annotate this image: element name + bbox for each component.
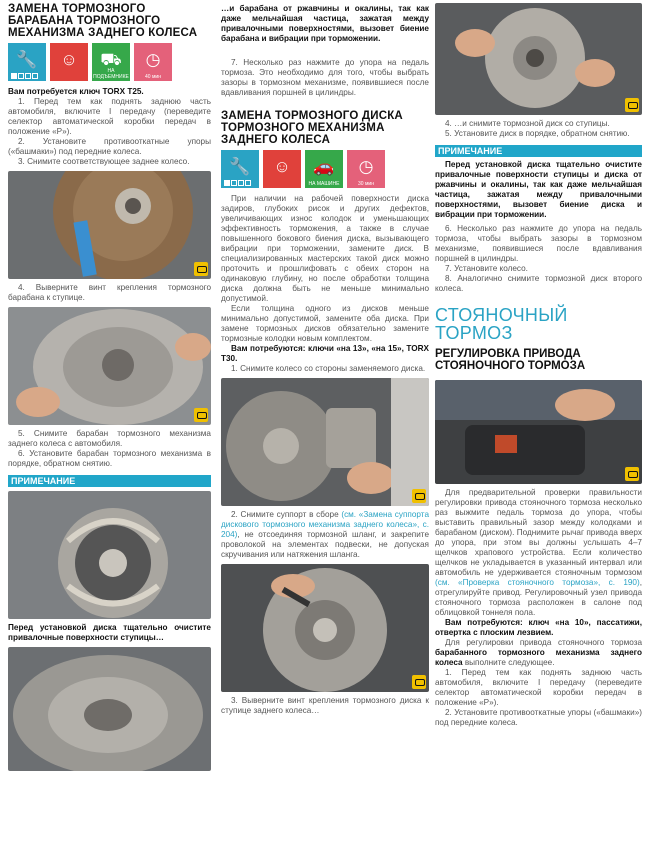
parking-intro: Для предварительной проверки правильности регулировки привода стояночного тормоза несколько раз выжмите педаль тормоза до упора, чтобы выставить правильный зазор между колодками и барабаном (диском). Поднимите рычаг привода вверх до упора, при этом вы должны услышать 4–7 щелчков храпового устройства. Если количество щелчков не укладывается в указанный интервал или автомобиль не удерживается стояночным тормозом (см. «Проверка стояночного тормоза», с. 190), отрегулируйте привод. Регулировочный узел привода стояночного тормоза расположен в салоне под облицовкой тоннеля пола. [435, 488, 642, 617]
photo-drum-removal [8, 307, 211, 425]
tool-badge-icon [412, 675, 426, 689]
column-right [435, 0, 642, 728]
parking-check-reference-link[interactable]: (см. «Проверка стояночного тормоза», с. 190) [435, 578, 640, 587]
step-4: 4. Выверните винт крепления тормозного барабана к ступице. [8, 283, 211, 302]
note-text: Перед установкой диска тщательно очистите привалочные поверхности ступицы… [8, 623, 211, 642]
photo-drum-clean [8, 647, 211, 771]
step-1: 1. Снимите колесо со стороны заменяемого диска. [231, 364, 426, 373]
adjust-intro: Для регулировки привода стояночного тормоза барабанного тормозного механизма заднего колеса выполните следующее. [435, 638, 642, 667]
person-icon: ☺ [263, 150, 301, 188]
photo-drum-hub [8, 171, 211, 279]
tool-badge-icon [194, 262, 208, 276]
timer-icon: ◷ 30 мин [347, 150, 385, 188]
step-3: 3. Выверните винт крепления тормозного диска к ступице заднего колеса… [221, 696, 429, 715]
drum-cleaning-note-cont: …и барабана от ржавчины и окалины, так как даже мельчайшая частица, зажатая между привалочными поверхностями, вызовет биение барабана и вибрации при торможении. [221, 4, 429, 43]
icon-row-disc [221, 150, 429, 188]
step-4: 4. …и снимите тормозной диск со ступицы. [445, 119, 610, 128]
column-left [8, 0, 211, 775]
step-7: 7. Несколько раз нажмите до упора на педаль тормоза. Это необходимо для того, чтобы выбрать зазоры в тормозном механизме, появившиеся после вдавливания поршней в цилиндры. [221, 58, 429, 97]
step-5: 5. Снимите барабан тормозного механизма заднего колеса с автомобиля. [8, 429, 211, 448]
step-2: 2. Установите противооткатные упоры («башмаки») под передние колеса. [435, 708, 642, 727]
step-5: 5. Установите диск в порядке, обратном снятию. [445, 129, 630, 138]
step-6: 6. Установите барабан тормозного механизма в порядке, обратном снятию. [8, 449, 211, 468]
tools-required: Вам потребуются: ключ «на 10», пассатижи, отвертка с плоским лезвием. [435, 618, 642, 637]
step-2: 2. Установите противооткатные упоры («башмаки») под передние колеса. [8, 137, 211, 156]
step-1: 1. Перед тем как поднять заднюю часть автомобиля, включите I передачу (переведите селектор автоматической коробки передач в положение «P»). [8, 97, 211, 136]
photo-caliper [221, 378, 429, 506]
step-1: 1. Перед тем как поднять заднюю часть автомобиля, включите I передачу (переведите селектор автоматической коробки передач в положение «P»). [435, 668, 642, 707]
photo-brake-shoes [8, 491, 211, 619]
section-title-drum: ЗАМЕНА ТОРМОЗНОГО БАРАБАНА ТОРМОЗНОГО МЕХАНИЗМА ЗАДНЕГО КОЛЕСА [8, 3, 198, 39]
tool-badge-icon [412, 489, 426, 503]
step-8: 8. Аналогично снимите тормозной диск второго колеса. [435, 274, 642, 293]
tool-badge-icon [194, 408, 208, 422]
tools-required: Вам потребуются: ключи «на 13», «на 15», TORX T30. [221, 344, 429, 363]
note-text: Перед установкой диска тщательно очистите привалочные поверхности ступицы и диска от ржавчины и окалины, так как даже мельчайшая частица, зажатая между привалочными поверхностями, вызовет биение диска и вибрации при торможении. [435, 160, 642, 219]
wrench-icon: 🔧 [221, 150, 259, 188]
disc-intro-2: Если толщина одного из дисков меньше минимально допустимой, замените оба диска. При замене тормозных дисков обязательно замените тормозные колодки новым комплектом. [221, 304, 429, 343]
photo-parking-console [435, 380, 642, 484]
step-6: 6. Несколько раз нажмите до упора на педаль тормоза, чтобы выбрать зазоры в тормозном механизме, появившиеся после вдавливания поршней в цилиндры. [435, 224, 642, 263]
tool-badge-icon [625, 98, 639, 112]
step-2: 2. Снимите суппорт в сборе (см. «Замена суппорта дискового тормозного механизма заднего колеса», с. 204), не отсоединяя тормозной шланг, и закрепите проволокой на элементах подвески, не допуская скручивания или натяжения шланга. [221, 510, 429, 559]
disc-intro-1: При наличии на рабочей поверхности диска задиров, глубоких рисок и других дефектов, увеличивающих износ колодок и уменьшающих эффективность торможения, а также в случае повышенного бокового биения диска, вызывающего вибрации при торможении, замените диск. В специализированных мастерских такой диск можно проточить и прошлифовать с обеих сторон на одинаковую глубину, но после обработки толщина диска должна быть не меньше минимально допустимой. [221, 194, 429, 303]
person-icon: ☺ [50, 43, 88, 81]
car-icon: 🚗 НА МАШИНЕ [305, 150, 343, 188]
timer-icon: ◷ 40 мин [134, 43, 172, 81]
wrench-icon: 🔧 [8, 43, 46, 81]
icon-row-drum [8, 43, 211, 81]
tools-required: Вам потребуется ключ TORX T25. [8, 87, 144, 96]
caliper-reference-link[interactable]: (см. «Замена суппорта дискового тормозного механизма заднего колеса», с. 204) [221, 510, 429, 539]
section-title-parking: РЕГУЛИРОВКА ПРИВОДА СТОЯНОЧНОГО ТОРМОЗА [435, 348, 586, 372]
column-middle [221, 0, 429, 716]
note-label: ПРИМЕЧАНИЕ [8, 475, 211, 487]
step-7: 7. Установите колесо. [445, 264, 528, 273]
chapter-title: СТОЯНОЧНЫЙ ТОРМОЗ [435, 305, 568, 343]
note-label: ПРИМЕЧАНИЕ [435, 145, 642, 157]
photo-disc-removal [435, 3, 642, 115]
section-title-disc: ЗАМЕНА ТОРМОЗНОГО ДИСКА ТОРМОЗНОГО МЕХАНИЗМА ЗАДНЕГО КОЛЕСА [221, 110, 403, 146]
photo-disc-screw [221, 564, 429, 692]
lift-icon: ⛟ НА ПОДЪЕМНИКЕ [92, 43, 130, 81]
step-3: 3. Снимите соответствующее заднее колесо. [18, 157, 190, 166]
tool-badge-icon [625, 467, 639, 481]
